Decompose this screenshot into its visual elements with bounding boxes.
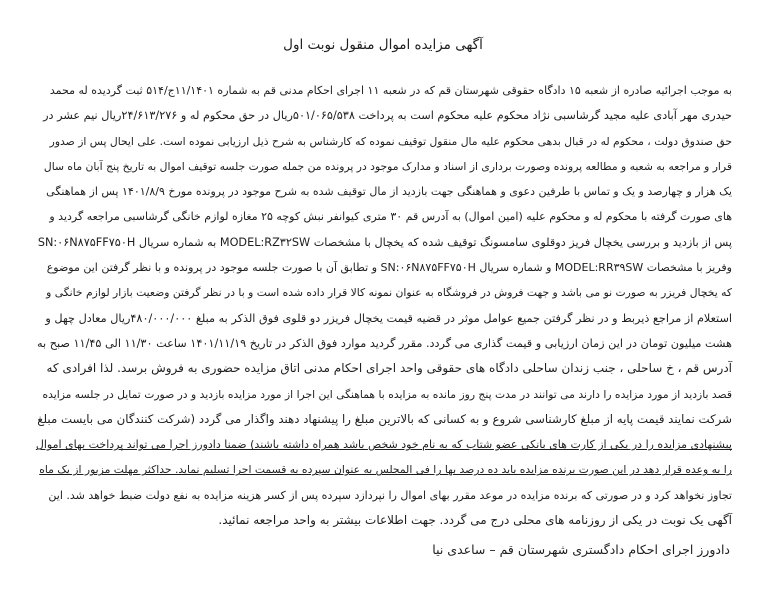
body-line: تجاوز نخواهد کرد و در صورتی که برنده مزایده در موعد مقرر بهای اموال را نپردازد سپرده پس از کسر هزینه مزایده به نفع دولت ضبط خواهد شد. این [48,488,732,502]
body-line: که یخچال فریزر به صورت نو می باشد و جهت فروش در فروشگاه به عنوان نمونه کالا قرار داده شده است و با در نظر گرفتن وضعیت بازار لوازم خانگی و [46,286,732,300]
body-line: را به وعده قرار دهد در این صورت برنده مزایده باید ده درصد بها را فی المجلس به عنوان سپرده به قسمت اجرا تسلیم نماید. حداکثر مهلت مزبور از یک ماه [39,463,732,477]
body-line: به موجب اجرائیه صادره از شعبه ۱۵ دادگاه حقوقی شهرستان قم که در شعبه ۱۱ اجرای احکام مدنی قم به شماره ۱۱/۱۴۰۱ج/۵۱۴ ثبت گردیده له محمد [49,84,732,97]
body-line: آگهی یک نوبت در یکی از روزنامه های محلی درج می گردد. جهت اطلاعات بیشتر به واحد مراجعه نمائید. [218,513,732,528]
body-line: حق صندوق دولت ، محکوم له در قبال بدهی محکوم علیه مال منقول توقیف نموده که کارشناس به شرح ذیل ارزیابی نموده است. علی ایحال پس از صدور [49,134,732,148]
body-line: قرار و مراجعه به شعبه و مطالعه پرونده وصورت برداری از اسناد و مدارک موجود در پرونده من جمله صورت جلسه توقیف اموال به تاریخ پنج آبان ماه سال [43,159,732,173]
body-line: وفریز با مشخصات MODEL:RR۳۹SW و شماره سریال SN:۰۶N۸۷۵FF۷۵۰H و تطابق آن با صورت جلسه موجود در پرونده و با نظر گرفتن این موضوع [46,261,732,275]
body-line: قصد بازدید از مورد مزایده را دارند می توانند در مدت پنج روز مانده به مزایده با هماهنگی این اجرا از مورد مزایده بازدید و در صورت تمایل در جلسه مزایده [42,387,732,401]
body-line: آدرس قم ، خ ساحلی ، جنب زندان ساحلی دادگاه های حقوقی واحد اجرای احکام مدنی اتاق مزایده حضوری به فروش برسد. لذا افرادی که [46,361,732,376]
body-line: حیدری مهر آبادی علیه مجید گرشاسبی نژاد محکوم علیه محکوم است به پرداخت ۵۰۱/۰۶۵/۵۳۸ریال در حق محکوم له و ۲۴/۶۱۳/۲۷۶ریال نیم عشر در [43,109,732,123]
body-line: استعلام از مراجع ذیربط و در نظر گرفتن جمیع عوامل موثر در قضیه قیمت یخچال فریزر دو قلوی فوق الذکر به مبلغ ۴۸۰/۰۰۰/۰۰۰ریال معادل چهل و [45,311,732,325]
notice-title: آگهی مزایده اموال منقول نوبت اول [283,37,483,53]
body-line: پس از بازدید و بررسی یخچال فریز دوقلوی سامسونگ توقیف شده که یخچال با مشخصات MODEL:RZ۳۲SW به شماره سریال SN:۰۶N۸۷۵FF۷۵۰H [37,235,732,249]
body-line: شرکت نمایند قیمت پایه از مبلغ کارشناسی شروع و به کسانی که بالاترین مبلغ را پیشنهاد دهند واگذار می گردد (شرکت کنندگان می بایست مبلغ [37,411,732,426]
body-line: پیشنهادی مزایده را در یکی از کارت های بانکی عضو شتاب که به نام خود شخص باشد همراه داشته باشند) ضمنا دادورز اجرا می تواند پرداخت بهای اموال [35,438,732,452]
body-line: یک هزار و چهارصد و یک و تماس با طرفین دعوی و هماهنگی جهت بازدید از مال توقیف شده به شرح موجود در پرونده مورخ ۱۴۰۱/۸/۹ پس از هماهنگی [46,185,732,199]
notice-body [36,78,732,533]
body-line: های صورت گرفته با محکوم له و محکوم علیه (امین اموال) به آدرس قم ۳۰ متری کیوانفر نبش کوچه ۲۵ مغازه لوازم خانگی گرشاسبی مراجعه گردید و [49,210,732,224]
body-line: هشت میلیون تومان در این زمان ارزیابی و قیمت گذاری می گردد. مقرر گردید موارد فوق الذکر در تاریخ ۱۴۰۱/۱۱/۱۹ ساعت ۱۱/۳۰ الی ۱۱/۴۵ صبح به [36,336,732,350]
notice-signature: دادورز اجرای احکام دادگستری شهرستان قم – ساعدی نیا [432,542,730,557]
